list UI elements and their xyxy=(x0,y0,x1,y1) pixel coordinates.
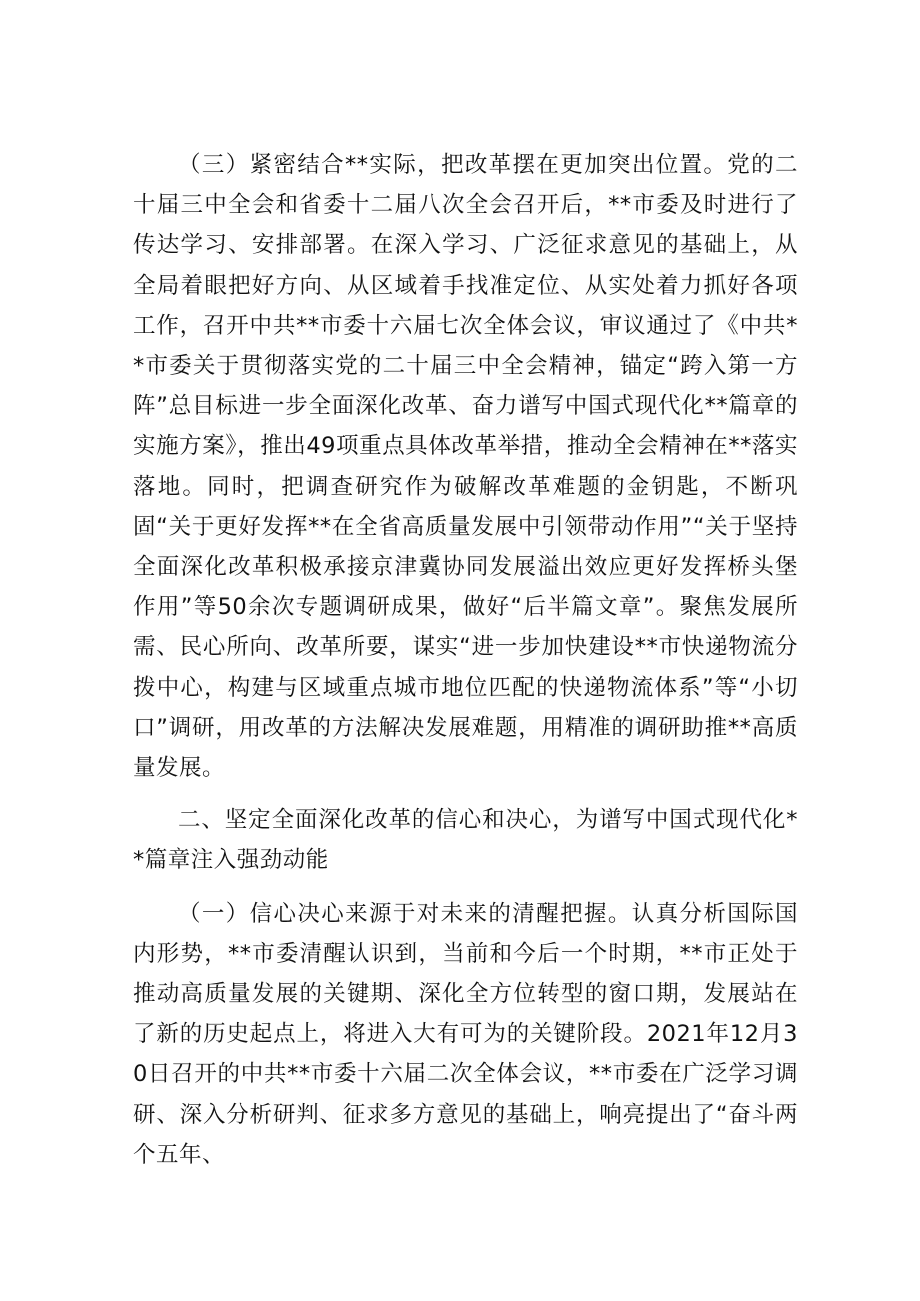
section-heading-2: 二、坚定全面深化改革的信心和决心，为谱写中国式现代化**篇章注入强劲动能 xyxy=(133,807,798,874)
paragraph-section-2-1: （一）信心决心来源于对未来的清醒把握。认真分析国际国内形势，**市委清醒认识到，当前和今后一个时期，**市正处于推动高质量发展的关键期、深化全方位转型的窗口期，发展站在了新的历史起点上，将进入大有可为的关键阶段。2021年12月30日召开的中共**市委十六届二次全体会议，**市委在广泛学习调研、深入分析研判、征求多方意见的基础上，响亮提出了“奋斗两个五年、 xyxy=(133,900,798,1168)
document-body xyxy=(133,145,798,1175)
paragraph-section-1-3: （三）紧密结合**实际，把改革摆在更加突出位置。党的二十届三中全会和省委十二届八次全会召开后，**市委及时进行了传达学习、安排部署。在深入学习、广泛征求意见的基础上，从全局着眼把好方向、从区域着手找准定位、从实处着力抓好各项工作，召开中共**市委十六届七次全体会议，审议通过了《中共**市委关于贯彻落实党的二十届三中全会精神，锚定“跨入第一方阵”总目标进一步全面深化改革、奋力谱写中国式现代化**篇章的实施方案》，推出49项重点具体改革举措，推动全会精神在**落实落地。同时，把调查研究作为破解改革难题的金钥匙，不断巩固“关于更好发挥**在全省高质量发展中引领带动作用”“关于坚持全面深化改革积极承接京津冀协同发展溢出效应更好发挥桥头堡作用”等50余次专题调研成果，做好“后半篇文章”。聚焦发展所需、民心所向、改革所要，谋实“进一步加快建设**市快递物流分拨中心，构建与区域重点城市地位匹配的快递物流体系”等“小切口”调研，用改革的方法解决发展难题，用精准的调研助推**高质量发展。 xyxy=(133,152,798,782)
